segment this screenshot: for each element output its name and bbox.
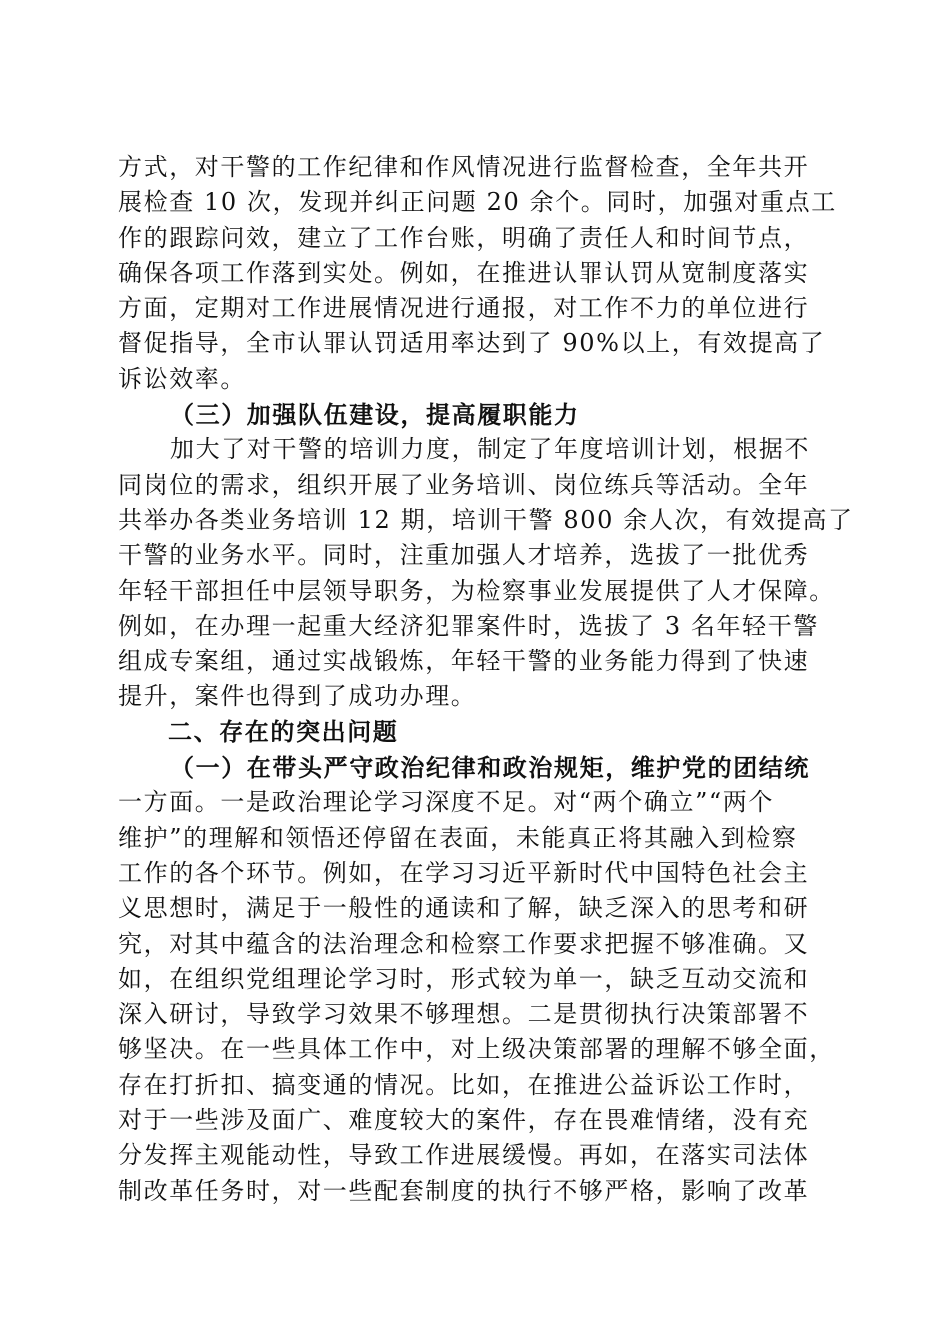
paragraph-line: 诉讼效率。: [118, 364, 246, 393]
paragraph-line: 够坚决。在一些具体工作中，对上级决策部署的理解不够全面，: [118, 1035, 835, 1064]
paragraph-line: 存在打折扣、搞变通的情况。比如，在推进公益诉讼工作时，: [118, 1070, 810, 1099]
paragraph-line: 方面，定期对工作进展情况进行通报，对工作不力的单位进行: [118, 294, 810, 323]
paragraph-first-line: 加大了对干警的培训力度，制定了年度培训计划，根据不: [170, 435, 810, 464]
document-body: [118, 150, 854, 1209]
paragraph-line: 工作的各个环节。例如，在学习习近平新时代中国特色社会主: [118, 858, 810, 887]
paragraph-line: 方式，对干警的工作纪律和作风情况进行监督检查，全年共开: [118, 153, 810, 181]
paragraph-line: 义思想时，满足于一般性的通读和了解，缺乏深入的思考和研: [118, 894, 810, 923]
paragraph-line: 提升，案件也得到了成功办理。: [118, 682, 477, 711]
paragraph-line: 例如，在办理一起重大经济犯罪案件时，选拔了 3 名年轻干警: [118, 611, 819, 640]
paragraph-line: 制改革任务时，对一些配套制度的执行不够严格，影响了改革: [118, 1176, 810, 1205]
paragraph-line: 深入研讨，导致学习效果不够理想。二是贯彻执行决策部署不: [118, 1000, 810, 1029]
paragraph-line: 如，在组织党组理论学习时，形式较为单一，缺乏互动交流和: [118, 964, 810, 993]
paragraph-line: 作的跟踪问效，建立了工作台账，明确了责任人和时间节点，: [118, 223, 810, 252]
paragraph-line: 究，对其中蕴含的法治理念和检察工作要求把握不够准确。又: [118, 929, 810, 958]
section-subheading: （三）加强队伍建设，提高履职能力: [170, 400, 580, 430]
paragraph-line: 年轻干部担任中层领导职务，为检察事业发展提供了人才保障。: [118, 576, 835, 605]
paragraph-line: 一方面。一是政治理论学习深度不足。对“两个确立”“两个: [118, 788, 775, 817]
section-subheading: （一）在带头严守政治纪律和政治规矩，维护党的团结统: [170, 753, 810, 783]
paragraph-line: 展检查 10 次，发现并纠正问题 20 余个。同时，加强对重点工: [118, 188, 837, 217]
paragraph-line: 对于一些涉及面广、难度较大的案件，存在畏难情绪，没有充: [118, 1106, 810, 1135]
paragraph-line: 维护”的理解和领悟还停留在表面，未能真正将其融入到检察: [118, 823, 798, 852]
section-heading: 二、存在的突出问题: [168, 717, 399, 746]
paragraph-line: 确保各项工作落到实处。例如，在推进认罪认罚从宽制度落实: [118, 258, 810, 287]
paragraph-line: 督促指导，全市认罪认罚适用率达到了 90%以上，有效提高了: [118, 329, 826, 358]
paragraph-line: 分发挥主观能动性，导致工作进展缓慢。再如，在落实司法体: [118, 1141, 810, 1170]
paragraph-line: 同岗位的需求，组织开展了业务培训、岗位练兵等活动。全年: [118, 470, 810, 499]
paragraph-line: 组成专案组，通过实战锻炼，年轻干警的业务能力得到了快速: [118, 647, 810, 676]
paragraph-line: 干警的业务水平。同时，注重加强人才培养，选拔了一批优秀: [118, 541, 810, 570]
paragraph-line: 共举办各类业务培训 12 期，培训干警 800 余人次，有效提高了: [118, 505, 854, 534]
